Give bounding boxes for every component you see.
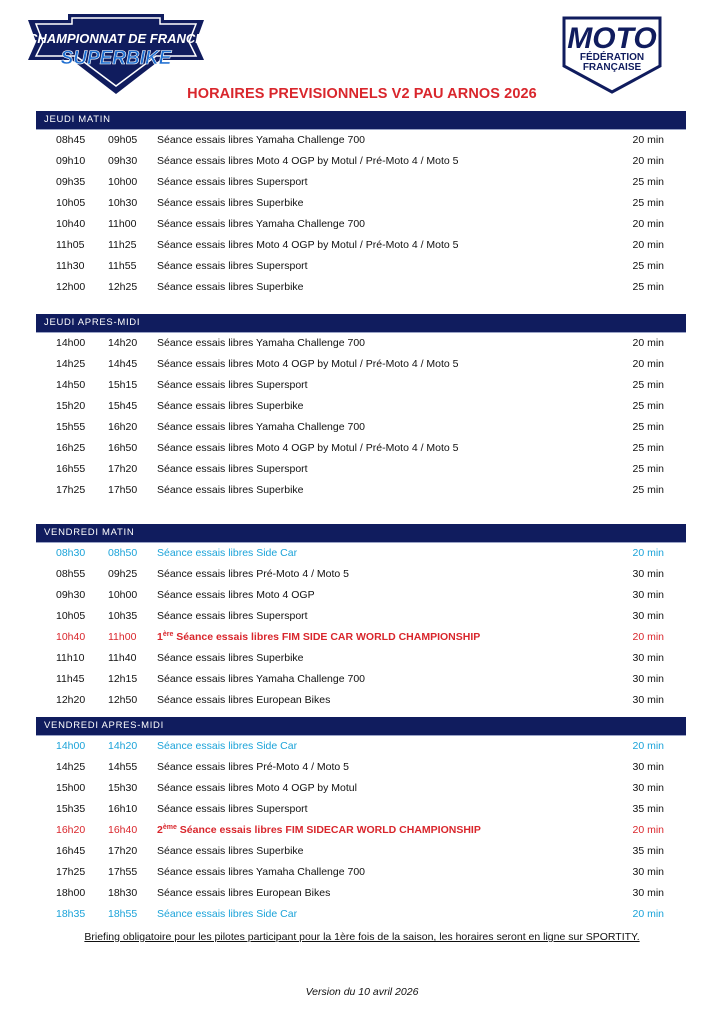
start-time: 14h50 — [56, 379, 86, 391]
session-label-text: Séance essais libres FIM SIDECAR WORLD CHAMPIONSHIP — [176, 824, 481, 836]
schedule-row — [36, 130, 686, 151]
session-label-text: Séance essais libres Yamaha Challenge 700 — [157, 337, 365, 349]
duration: 30 min — [632, 673, 664, 685]
schedule-row — [36, 333, 686, 354]
page-title: HORAIRES PREVISIONNELS V2 PAU ARNOS 2026 — [187, 86, 537, 102]
start-time: 14h00 — [56, 337, 86, 349]
briefing-note: Briefing obligatoire pour les pilotes participant pour la 1ère fois de la saison, les horaires seront en ligne sur SPORTITY. — [84, 931, 640, 943]
section-rows — [36, 736, 686, 925]
schedule-row — [36, 172, 686, 193]
end-time: 09h25 — [108, 568, 138, 580]
schedule-section-jeudi-matin — [36, 111, 686, 298]
session-label — [157, 585, 315, 606]
schedule-row — [36, 480, 686, 501]
session-label-text: Séance essais libres Yamaha Challenge 700 — [157, 218, 365, 230]
schedule-row — [36, 862, 686, 883]
session-label-text: Séance essais libres European Bikes — [157, 694, 331, 706]
logo-right-main: MOTO — [567, 22, 657, 55]
session-label-text: Séance essais libres Superbike — [157, 197, 304, 209]
duration: 25 min — [632, 260, 664, 272]
session-label — [157, 193, 304, 214]
schedule-row — [36, 151, 686, 172]
duration: 20 min — [632, 239, 664, 251]
session-label-text: Séance essais libres Superbike — [157, 652, 304, 664]
session-label — [157, 862, 365, 883]
duration: 30 min — [632, 694, 664, 706]
duration: 25 min — [632, 379, 664, 391]
duration: 30 min — [632, 866, 664, 878]
end-time: 14h20 — [108, 337, 138, 349]
schedule-row — [36, 193, 686, 214]
schedule-row — [36, 757, 686, 778]
start-time: 14h25 — [56, 761, 86, 773]
schedule-row — [36, 669, 686, 690]
schedule-row — [36, 585, 686, 606]
version-date: Version du 10 avril 2026 — [305, 986, 419, 998]
duration: 25 min — [632, 176, 664, 188]
duration: 30 min — [632, 610, 664, 622]
session-label-text: Séance essais libres European Bikes — [157, 887, 331, 899]
schedule-row — [36, 736, 686, 757]
end-time: 08h50 — [108, 547, 138, 559]
start-time: 14h25 — [56, 358, 86, 370]
schedule-section-vendredi-matin — [36, 524, 686, 711]
session-label-text: Séance essais libres Pré-Moto 4 / Moto 5 — [157, 761, 350, 773]
session-label-text: Séance essais libres Yamaha Challenge 700 — [157, 421, 365, 433]
end-time: 14h20 — [108, 740, 138, 752]
session-label — [157, 214, 365, 235]
start-time: 11h10 — [56, 652, 85, 664]
schedule-row — [36, 438, 686, 459]
end-time: 16h50 — [108, 442, 138, 454]
start-time: 11h45 — [56, 673, 85, 685]
end-time: 10h30 — [108, 197, 138, 209]
schedule-section-vendredi-apres-midi — [36, 717, 686, 925]
duration: 30 min — [632, 568, 664, 580]
session-label-text: Séance essais libres Moto 4 OGP — [157, 589, 315, 601]
start-time: 16h25 — [56, 442, 86, 454]
session-label — [157, 564, 349, 585]
end-time: 17h55 — [108, 866, 138, 878]
logo-left-line2: SUPERBIKE — [60, 48, 172, 69]
section-rows — [36, 130, 686, 298]
schedule-row — [36, 883, 686, 904]
session-label-text: Séance essais libres Superbike — [157, 845, 304, 857]
start-time: 09h35 — [56, 176, 86, 188]
end-time: 09h30 — [108, 155, 138, 167]
section-rows — [36, 543, 686, 711]
end-time: 11h00 — [108, 631, 137, 643]
duration: 30 min — [632, 761, 664, 773]
start-time: 08h55 — [56, 568, 86, 580]
end-time: 12h50 — [108, 694, 138, 706]
start-time: 17h25 — [56, 866, 86, 878]
start-time: 15h00 — [56, 782, 86, 794]
duration: 20 min — [632, 740, 664, 752]
session-label — [157, 841, 304, 862]
session-ordinal-suffix: ème — [162, 824, 177, 831]
start-time: 09h10 — [56, 155, 86, 167]
duration: 20 min — [632, 547, 664, 559]
session-label-text: Séance essais libres Moto 4 OGP by Motul / Pré-Moto 4 / Moto 5 — [157, 239, 459, 251]
session-label-text: Séance essais libres Supersport — [157, 176, 308, 188]
session-label — [157, 627, 480, 648]
session-label — [157, 151, 459, 172]
start-time: 16h45 — [56, 845, 86, 857]
start-time: 10h40 — [56, 218, 86, 230]
schedule-row — [36, 904, 686, 925]
duration: 20 min — [632, 908, 664, 920]
session-label — [157, 375, 308, 396]
session-label-text: Séance essais libres Superbike — [157, 281, 304, 293]
session-label — [157, 648, 304, 669]
session-label-text: Séance essais libres Side Car — [157, 908, 298, 920]
section-header: VENDREDI APRES-MIDI — [36, 717, 686, 736]
session-label — [157, 172, 308, 193]
duration: 35 min — [632, 845, 664, 857]
session-label — [157, 354, 459, 375]
end-time: 15h15 — [108, 379, 138, 391]
schedule-row — [36, 690, 686, 711]
end-time: 11h00 — [108, 218, 137, 230]
schedule-row — [36, 543, 686, 564]
schedule-row — [36, 648, 686, 669]
start-time: 12h20 — [56, 694, 86, 706]
section-header: JEUDI APRES-MIDI — [36, 314, 686, 333]
session-label — [157, 333, 365, 354]
start-time: 09h30 — [56, 589, 86, 601]
start-time: 08h45 — [56, 134, 86, 146]
schedule-row — [36, 799, 686, 820]
end-time: 12h25 — [108, 281, 138, 293]
end-time: 12h15 — [108, 673, 138, 685]
start-time: 10h05 — [56, 197, 86, 209]
end-time: 16h20 — [108, 421, 138, 433]
session-label — [157, 778, 357, 799]
duration: 30 min — [632, 652, 664, 664]
end-time: 17h20 — [108, 845, 138, 857]
section-rows — [36, 333, 686, 501]
logo-right-line1: FÉDÉRATION — [579, 52, 645, 63]
session-label — [157, 606, 308, 627]
session-label — [157, 669, 365, 690]
session-label — [157, 736, 297, 757]
schedule-row — [36, 627, 686, 648]
start-time: 08h30 — [56, 547, 86, 559]
end-time: 18h30 — [108, 887, 138, 899]
duration: 25 min — [632, 421, 664, 433]
session-label — [157, 757, 349, 778]
superbike-championship-logo — [28, 12, 204, 96]
end-time: 11h55 — [108, 260, 137, 272]
duration: 20 min — [632, 824, 664, 836]
session-label-text: Séance essais libres Moto 4 OGP by Motul / Pré-Moto 4 / Moto 5 — [157, 442, 459, 454]
end-time: 14h45 — [108, 358, 138, 370]
start-time: 15h35 — [56, 803, 86, 815]
duration: 20 min — [632, 358, 664, 370]
duration: 35 min — [632, 803, 664, 815]
end-time: 17h20 — [108, 463, 138, 475]
duration: 30 min — [632, 782, 664, 794]
schedule-row — [36, 417, 686, 438]
schedule-row — [36, 841, 686, 862]
end-time: 16h10 — [108, 803, 138, 815]
end-time: 15h45 — [108, 400, 138, 412]
session-label-text: Séance essais libres Side Car — [157, 740, 298, 752]
duration: 25 min — [632, 442, 664, 454]
duration: 25 min — [632, 400, 664, 412]
duration: 25 min — [632, 463, 664, 475]
session-label-text: Séance essais libres Supersport — [157, 463, 308, 475]
duration: 20 min — [632, 155, 664, 167]
session-label — [157, 417, 365, 438]
session-label-text: Séance essais libres FIM SIDE CAR WORLD CHAMPIONSHIP — [173, 631, 481, 643]
session-label-text: Séance essais libres Superbike — [157, 484, 304, 496]
session-label-text: Séance essais libres Yamaha Challenge 700 — [157, 134, 365, 146]
end-time: 14h55 — [108, 761, 138, 773]
schedule-row — [36, 277, 686, 298]
start-time: 11h30 — [56, 260, 85, 272]
end-time: 11h40 — [108, 652, 137, 664]
schedule-row — [36, 820, 686, 841]
schedule-row — [36, 354, 686, 375]
section-header: VENDREDI MATIN — [36, 524, 686, 543]
session-label — [157, 235, 459, 256]
session-label-text: Séance essais libres Pré-Moto 4 / Moto 5 — [157, 568, 350, 580]
session-label — [157, 438, 459, 459]
start-time: 18h00 — [56, 887, 86, 899]
session-label — [157, 459, 308, 480]
start-time: 10h05 — [56, 610, 86, 622]
session-label-text: Séance essais libres Superbike — [157, 400, 304, 412]
end-time: 16h40 — [108, 824, 138, 836]
schedule-row — [36, 396, 686, 417]
end-time: 10h00 — [108, 589, 138, 601]
session-ordinal: 1 — [157, 631, 163, 643]
duration: 25 min — [632, 197, 664, 209]
end-time: 10h00 — [108, 176, 138, 188]
duration: 20 min — [632, 631, 664, 643]
start-time: 18h35 — [56, 908, 86, 920]
section-header: JEUDI MATIN — [36, 111, 686, 130]
duration: 30 min — [632, 887, 664, 899]
start-time: 12h00 — [56, 281, 86, 293]
schedule-row — [36, 459, 686, 480]
session-label-text: Séance essais libres Supersport — [157, 379, 308, 391]
schedule-section-jeudi-apres-midi — [36, 314, 686, 501]
schedule-row — [36, 606, 686, 627]
schedule-row — [36, 564, 686, 585]
start-time: 16h55 — [56, 463, 86, 475]
duration: 20 min — [632, 337, 664, 349]
session-ordinal-suffix: ère — [162, 631, 174, 638]
session-label — [157, 543, 297, 564]
duration: 30 min — [632, 589, 664, 601]
start-time: 16h20 — [56, 824, 86, 836]
session-label-text: Séance essais libres Supersport — [157, 803, 308, 815]
session-label — [157, 799, 308, 820]
session-label-text: Séance essais libres Supersport — [157, 260, 308, 272]
duration: 25 min — [632, 281, 664, 293]
session-label — [157, 480, 304, 501]
schedule-row — [36, 256, 686, 277]
schedule-row — [36, 375, 686, 396]
end-time: 11h25 — [108, 239, 137, 251]
start-time: 10h40 — [56, 631, 86, 643]
session-ordinal: 2 — [157, 824, 163, 836]
start-time: 17h25 — [56, 484, 86, 496]
end-time: 15h30 — [108, 782, 138, 794]
session-label — [157, 820, 481, 841]
end-time: 17h50 — [108, 484, 138, 496]
start-time: 15h20 — [56, 400, 86, 412]
end-time: 18h55 — [108, 908, 138, 920]
end-time: 10h35 — [108, 610, 138, 622]
session-label — [157, 130, 365, 151]
schedule-row — [36, 778, 686, 799]
schedule-row — [36, 214, 686, 235]
logo-left-line1: CHAMPIONNAT DE FRANCE — [28, 31, 204, 46]
session-label-text: Séance essais libres Yamaha Challenge 700 — [157, 673, 365, 685]
duration: 20 min — [632, 134, 664, 146]
session-label-text: Séance essais libres Side Car — [157, 547, 298, 559]
session-label — [157, 690, 330, 711]
session-label — [157, 904, 297, 925]
session-label — [157, 396, 304, 417]
start-time: 14h00 — [56, 740, 86, 752]
logo-right-line2: FRANÇAISE — [582, 62, 642, 73]
session-label-text: Séance essais libres Moto 4 OGP by Motul / Pré-Moto 4 / Moto 5 — [157, 155, 459, 167]
session-label — [157, 883, 330, 904]
ffm-logo — [556, 14, 668, 94]
session-label-text: Séance essais libres Supersport — [157, 610, 308, 622]
session-label-text: Séance essais libres Yamaha Challenge 700 — [157, 866, 365, 878]
duration: 25 min — [632, 484, 664, 496]
session-label-text: Séance essais libres Moto 4 OGP by Motul / Pré-Moto 4 / Moto 5 — [157, 358, 459, 370]
session-label-text: Séance essais libres Moto 4 OGP by Motul — [157, 782, 357, 794]
end-time: 09h05 — [108, 134, 138, 146]
schedule-row — [36, 235, 686, 256]
session-label — [157, 277, 304, 298]
duration: 20 min — [632, 218, 664, 230]
start-time: 15h55 — [56, 421, 86, 433]
session-label — [157, 256, 308, 277]
start-time: 11h05 — [56, 239, 85, 251]
